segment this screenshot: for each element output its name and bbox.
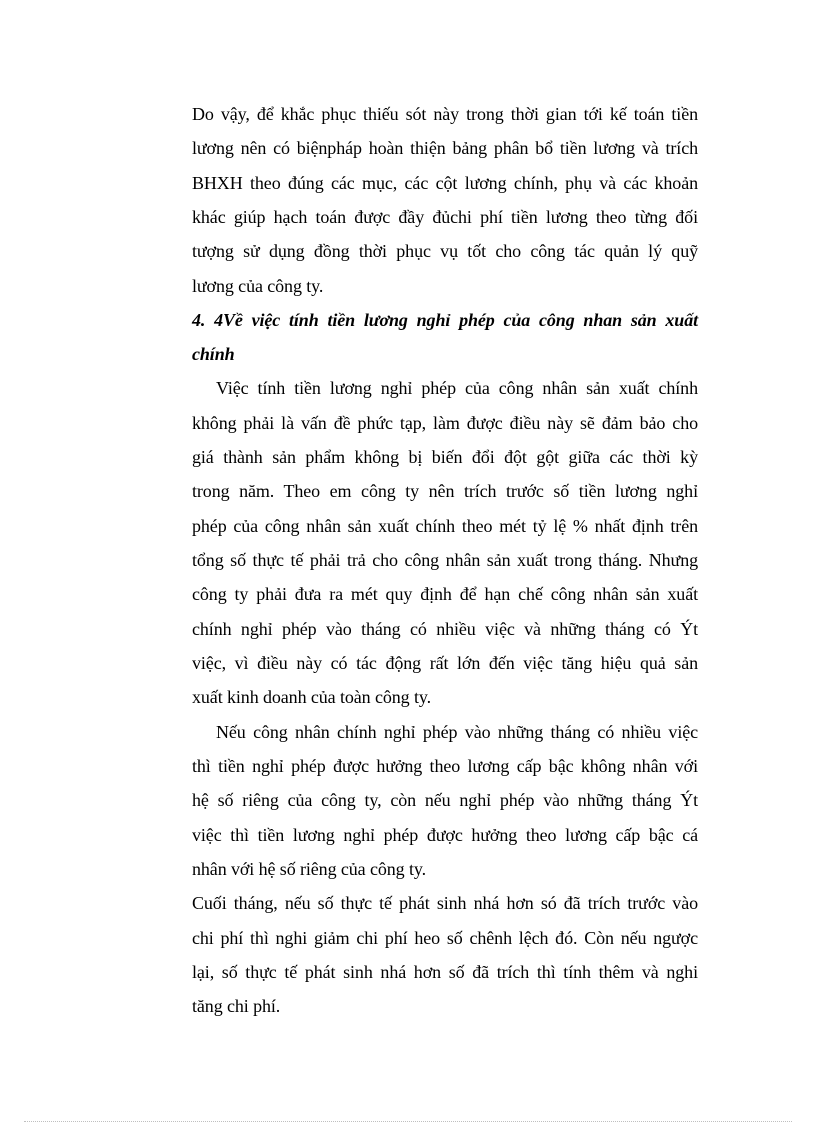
text-line: Nếu công nhân chính nghỉ phép vào những tháng có nhiều việc [216, 722, 698, 742]
page-bottom-border [24, 1121, 792, 1122]
text-line: Do vậy, để khắc phục thiếu sót này trong thời gian tới kế toán tiền [192, 104, 698, 124]
text-line: hệ số riêng của công ty, còn nếu nghỉ phép vào những tháng Ýt [192, 790, 698, 810]
text-line: lại, số thực tế phát sinh nhá hơn số đã trích thì tính thêm và nghi [192, 962, 698, 982]
heading-line: 4. 4Về việc tính tiền lương nghỉ phép của công nhan sản xuất [192, 310, 698, 330]
heading-line: chính [192, 344, 235, 364]
text-line: tượng sử dụng đồng thời phục vụ tốt cho công tác quản lý quỹ [192, 241, 698, 261]
text-line: BHXH theo đúng các mục, các cột lương chính, phụ và các khoản [192, 173, 698, 193]
text-line: chi phí thì nghi giảm chi phí heo số chênh lệch đó. Còn nếu ngược [192, 928, 698, 948]
text-line: nhân với hệ số riêng của công ty. [192, 859, 426, 879]
text-line: thì tiền nghỉ phép được hưởng theo lương cấp bậc không nhân với [192, 756, 698, 776]
text-line: việc thì tiền lương nghỉ phép được hưởng theo lương cấp bậc cá [192, 825, 698, 845]
text-line: tổng số thực tế phải trả cho công nhân sản xuất trong tháng. Nhưng [192, 550, 698, 570]
text-line: phép của công nhân sản xuất chính theo mét tỷ lệ % nhất định trên [192, 516, 698, 536]
text-line: Cuối tháng, nếu số thực tế phát sinh nhá hơn só đã trích trước vào [192, 893, 698, 913]
text-line: giá thành sản phẩm không bị biến đổi đột gột giữa các thời kỳ [192, 447, 698, 467]
text-line: lương nên có biệnpháp hoàn thiện bảng phân bổ tiền lương và trích [192, 138, 698, 158]
text-line: khác giúp hạch toán được đầy đủchi phí tiền lương theo từng đối [192, 207, 698, 227]
text-line: chính nghỉ phép vào tháng có nhiều việc và những tháng có Ýt [192, 619, 698, 639]
text-line: việc, vì điều này có tác động rất lớn đến việc tăng hiệu quả sản [192, 653, 698, 673]
text-line: xuất kinh doanh của toàn công ty. [192, 687, 431, 707]
text-line: tăng chi phí. [192, 996, 281, 1016]
text-line: lương của công ty. [192, 276, 324, 296]
text-line: trong năm. Theo em công ty nên trích trước số tiền lương nghỉ [192, 481, 698, 501]
text-line: không phải là vấn đề phức tạp, làm được điều này sẽ đảm bảo cho [192, 413, 698, 433]
text-line: công ty phải đưa ra mét quy định để hạn chế công nhân sản xuất [192, 584, 698, 604]
text-line: Việc tính tiền lương nghỉ phép của công nhân sản xuất chính [216, 378, 698, 398]
